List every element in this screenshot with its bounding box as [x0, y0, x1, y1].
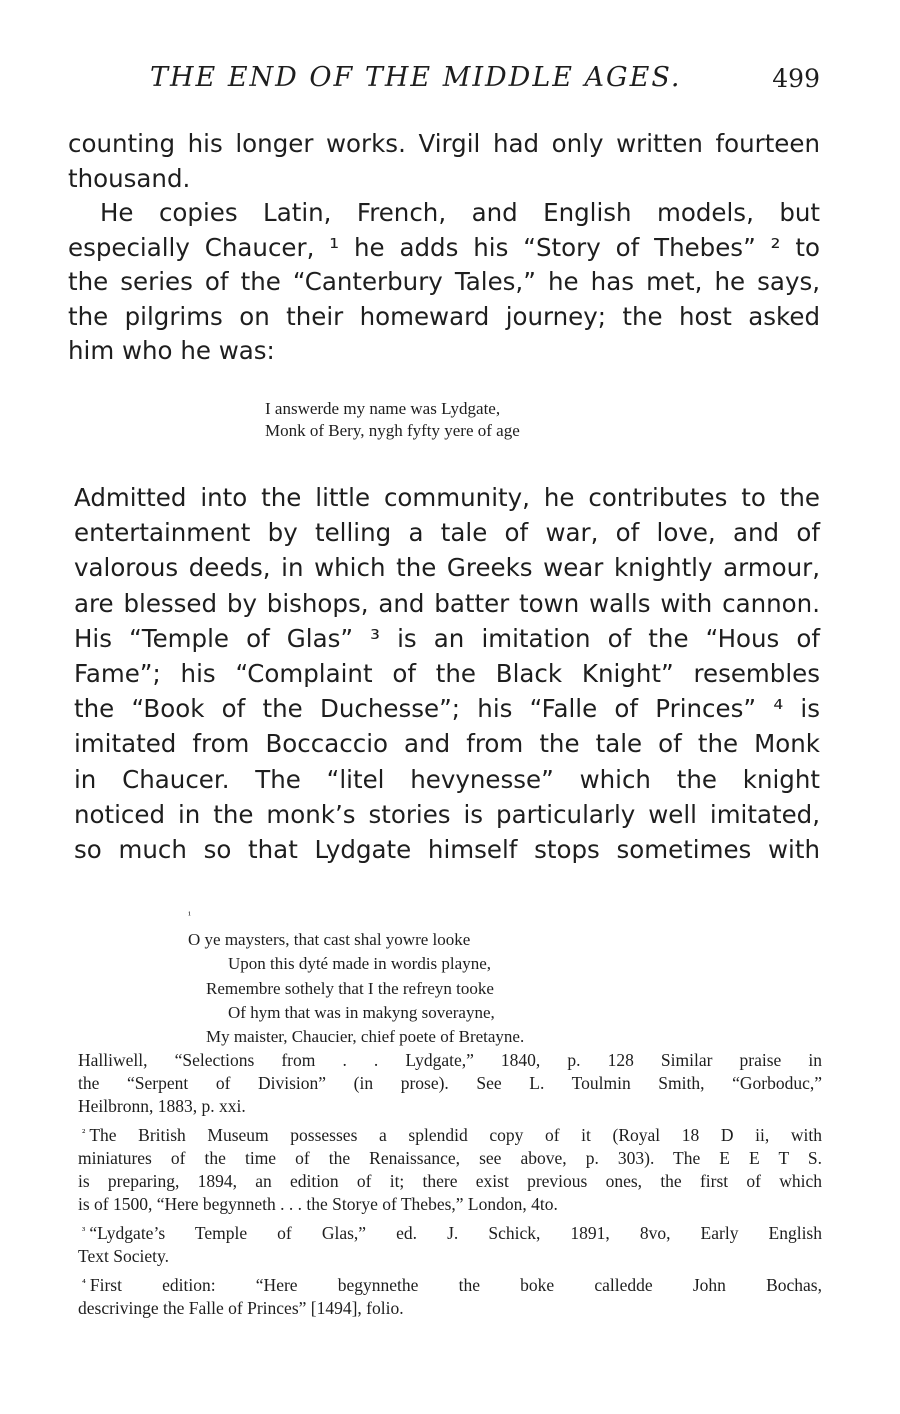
text-line: the series of the “Canterbury Tales,” he has met, he says, — [68, 267, 820, 297]
running-header — [150, 62, 820, 102]
page-number: 499 — [772, 64, 820, 93]
footnote-line: $^{^3}$ “Lydgate’s Temple of Glas,” ed. J. Schick, 1891, 8vo, Early English — [82, 1223, 822, 1243]
footnote-line: the “Serpent of Division” (in prose). See L. Toulmin Smith, “Gorboduc,” — [78, 1073, 822, 1093]
footnote-line: Halliwell, “Selections from . . Lydgate,” 1840, p. 128 Similar praise in — [78, 1050, 822, 1070]
poem-line: Remembre sothely that I the refreyn tooke — [206, 978, 494, 998]
footnote-2 — [78, 1122, 822, 1216]
footnote-1-source — [78, 1049, 822, 1118]
footnote-poem — [188, 904, 524, 1049]
text-line: Admitted into the little community, he contributes to the — [74, 483, 820, 512]
text-line: thousand. — [68, 163, 191, 193]
text-line: entertainment by telling a tale of war, of love, and of — [74, 518, 820, 548]
text-line: He copies Latin, French, and English models, but — [100, 198, 820, 227]
paragraph-continuation — [68, 127, 820, 196]
running-title: THE END OF THE MIDDLE AGES. — [150, 62, 682, 93]
quote-line: Monk of Bery, nygh fyfty yere of age — [265, 421, 520, 440]
footnote-line: $^{^2}$ The British Museum possesses a splendid copy of it (Royal 18 D ii, with — [82, 1125, 822, 1145]
footnote-4 — [78, 1272, 822, 1320]
text-line: are blessed by bishops, and batter town walls with cannon. — [74, 588, 820, 618]
footnote-line: Heilbronn, 1883, p. xxi. — [78, 1096, 246, 1116]
footnote-line: descrivinge the Falle of Princes” [1494], folio. — [78, 1298, 404, 1318]
quote-line: I answerde my name was Lydgate, — [265, 399, 501, 418]
block-quote — [265, 398, 520, 442]
text-line: noticed in the monk’s stories is particularly well imitated, — [74, 799, 820, 829]
footnote-marker: ⁴ — [82, 1277, 86, 1289]
text-line: imitated from Boccaccio and from the tale of the Monk — [74, 729, 820, 759]
text-line: especially Chaucer, ¹ he adds his “Story of Thebes” ² to — [68, 232, 820, 262]
text-line: the pilgrims on their homeward journey; the host asked — [68, 301, 820, 331]
footnote-line: Text Society. — [78, 1246, 169, 1266]
text-line: in Chaucer. The “litel hevynesse” which the knight — [74, 764, 820, 794]
footnote-3 — [78, 1220, 822, 1268]
footnote-line: is of 1500, “Here begynneth . . . the Storye of Thebes,” London, 4to. — [78, 1194, 558, 1214]
footnotes — [78, 1049, 822, 1324]
footnote-line: $^{^4}$ First edition: “Here begynnethe the boke calledde John Bochas, — [82, 1275, 822, 1295]
text-line: him who he was: — [68, 336, 275, 366]
poem-line: ¹ O ye maysters, that cast shal yowre looke — [188, 904, 524, 952]
footnote-marker: ² — [82, 1127, 86, 1139]
paragraph-chaucer-models — [68, 196, 820, 369]
text-line: the “Book of the Duchesse”; his “Falle of Princes” ⁴ is — [74, 694, 820, 724]
footnote-marker: ¹ — [188, 910, 191, 921]
poem-line: Of hym that was in makyng soverayne, — [228, 1002, 495, 1022]
text-line: Fame”; his “Complaint of the Black Knight” resembles — [74, 659, 820, 689]
poem-line: Upon this dyté made in wordis playne, — [228, 954, 491, 974]
text-line: counting his longer works. Virgil had only written fourteen — [68, 129, 820, 158]
text-line: so much so that Lydgate himself stops sometimes with — [74, 835, 820, 865]
paragraph-community — [74, 480, 820, 867]
text-line: His “Temple of Glas” ³ is an imitation of the “Hous of — [74, 623, 820, 653]
footnote-line: miniatures of the time of the Renaissance, see above, p. 303). The E E T S. — [78, 1148, 822, 1168]
footnote-line: is preparing, 1894, an edition of it; there exist previous ones, the first of which — [78, 1171, 822, 1191]
poem-line: My maister, Chaucier, chief poete of Bretayne. — [206, 1027, 525, 1047]
text-line: valorous deeds, in which the Greeks wear knightly armour, — [74, 553, 820, 583]
footnote-marker: ³ — [82, 1225, 86, 1237]
